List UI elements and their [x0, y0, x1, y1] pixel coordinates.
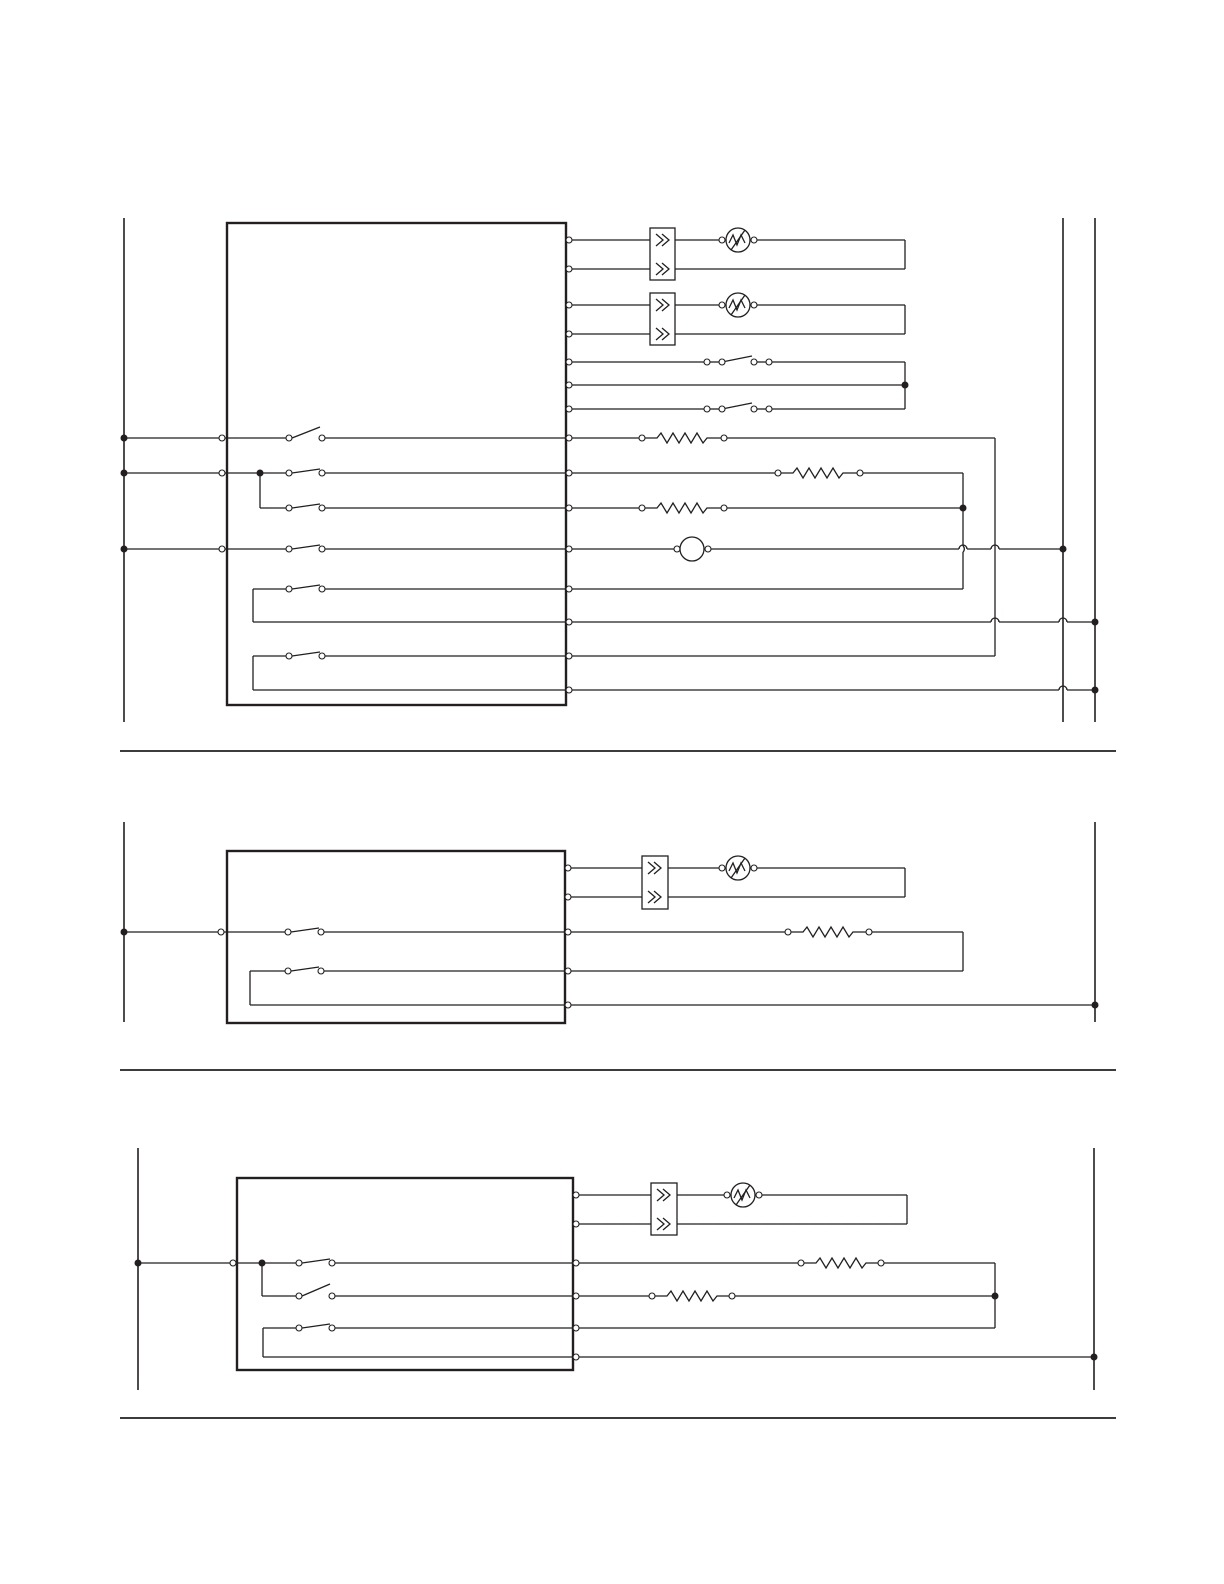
switch-contact — [704, 406, 710, 412]
heater-circuit-1 — [135, 1258, 999, 1328]
thermistor-loop-1 — [566, 228, 905, 280]
connector-plug — [642, 856, 668, 909]
connector-plug — [650, 293, 675, 345]
relay-loop — [263, 1324, 1098, 1361]
heater-circuit-3 — [260, 503, 963, 513]
thermistor-icon — [726, 293, 750, 317]
thermistor-loop — [565, 856, 905, 909]
heater-circuit-2 — [262, 1284, 995, 1301]
motor-icon — [680, 537, 704, 561]
schematic-2 — [121, 822, 1099, 1023]
heater-resistor — [804, 1258, 879, 1268]
thermistor-icon — [731, 1183, 755, 1207]
heater-resistor — [655, 1291, 730, 1301]
control-board — [227, 223, 566, 705]
heater-resistor — [645, 433, 721, 443]
relay-loop-2 — [253, 652, 1099, 694]
connector-plug — [651, 1183, 677, 1235]
schematic-1 — [121, 218, 1099, 722]
heater-circuit-2 — [121, 468, 967, 589]
relay-loop — [250, 967, 1099, 1009]
connector-plug — [650, 228, 675, 280]
thermistor-icon — [726, 856, 750, 880]
heater-resistor — [781, 468, 857, 478]
thermistor-loop-2 — [566, 293, 905, 345]
heater-circuit — [121, 927, 964, 971]
heater-resistor — [645, 503, 721, 513]
motor-circuit — [121, 537, 1067, 561]
relay-loop-1 — [253, 585, 1099, 626]
switch-contact — [704, 359, 710, 365]
switch-group — [566, 356, 909, 412]
thermistor-icon — [726, 228, 750, 252]
heater-resistor — [791, 927, 866, 937]
control-board — [237, 1178, 573, 1370]
thermistor-loop — [573, 1183, 907, 1235]
control-board — [227, 851, 565, 1023]
schematic-3 — [135, 1148, 1098, 1390]
